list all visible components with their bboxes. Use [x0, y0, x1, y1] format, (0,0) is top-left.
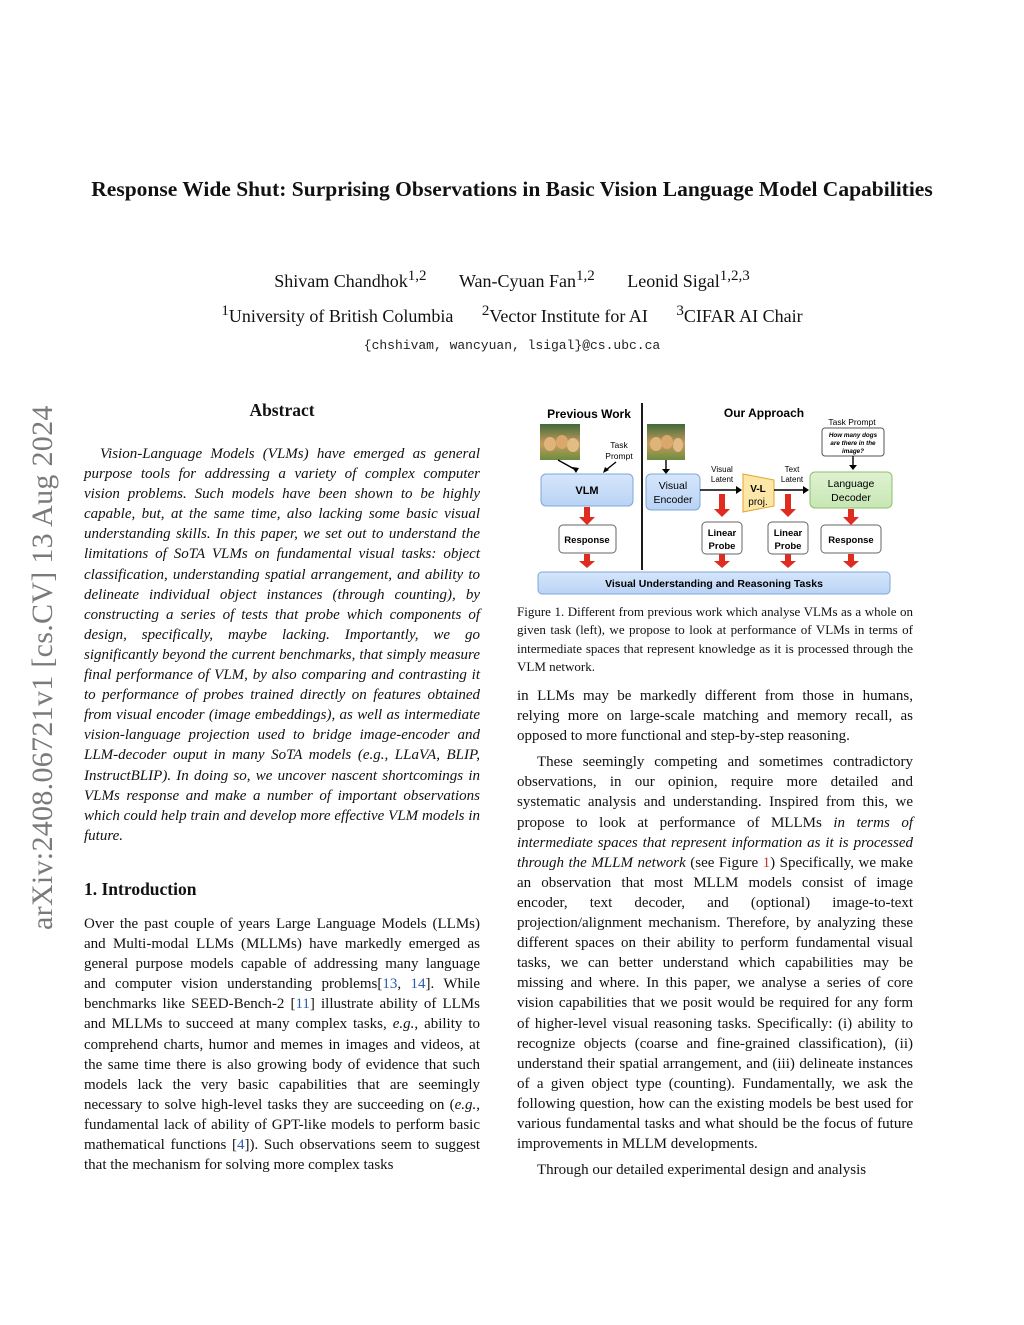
citation-link[interactable]: 4 — [237, 1137, 245, 1154]
author-3: Leonid Sigal$^{1,2,3}$ — [627, 268, 750, 291]
author-1: Shivam Chandhok$^{1,2}$ — [274, 268, 427, 291]
svg-text:Language: Language — [827, 478, 875, 490]
author-email: {chshivam, wancyuan, lsigal}@cs.ubc.ca — [363, 338, 661, 353]
dogs-image-left — [540, 424, 580, 460]
figure-reference-link[interactable]: 1 — [762, 854, 771, 871]
svg-text:Linear: Linear — [773, 528, 803, 539]
svg-text:Latent: Latent — [710, 475, 734, 484]
affiliation-3: $^3$CIFAR AI Chair — [676, 303, 803, 326]
svg-text:Task: Task — [610, 440, 628, 450]
paper-title: Response Wide Shut: Surprising Observations in Basic Vision Language Model Capabilities — [91, 177, 933, 201]
abstract-heading: Abstract — [249, 400, 315, 420]
svg-text:Encoder: Encoder — [653, 494, 693, 506]
response-label-left: Response — [564, 535, 610, 546]
svg-text:Prompt: Prompt — [605, 451, 633, 461]
intro-paragraph: Over the past couple of years Large Language Models (LLMs) and Multi-modal LLMs (MLLMs) have markedly emerged as general purpose models capable of addressing many language and computer vision understanding problems[13, 14]. While benchmarks like SEED-Bench-2 [11] illustrate ability of LLMs and MLLMs to succeed at many complex tasks, e.g., ability to comprehend charts, humor and memes in images and videos, at the same time there is also growing body of evidence that such models lack the very basic capabilities that are seemingly necessary to solve high-level tasks they are succeeding on (e.g., fundamental lack of ability of GPT-like models to perform basic mathematical functions [4]). Such observations seem to suggest that the mechanism for solving more complex tasks — [84, 916, 480, 1174]
citation-link[interactable]: 13 — [382, 976, 398, 993]
paragraph: in LLMs may be markedly different from those in humans, relying more on large-scale matching and memory recall, as opposed to more functional and step-by-step reasoning. — [517, 688, 913, 745]
svg-text:Latent: Latent — [780, 475, 804, 484]
previous-work-label: Previous Work — [547, 407, 631, 421]
citation-link[interactable]: 11 — [295, 996, 310, 1013]
svg-text:V-L: V-L — [750, 484, 766, 495]
svg-text:Probe: Probe — [774, 541, 802, 552]
svg-text:VLM: VLM — [575, 485, 599, 497]
svg-text:How many dogs: How many dogs — [828, 432, 878, 439]
svg-text:Visual: Visual — [711, 465, 733, 474]
svg-text:Visual Understanding and Reaso: Visual Understanding and Reasoning Tasks — [605, 578, 823, 590]
svg-text:are there in the: are there in the — [830, 440, 876, 447]
author-list — [60, 268, 964, 292]
figure-1-diagram — [536, 400, 896, 600]
svg-text:Task Prompt: Task Prompt — [828, 417, 876, 427]
affiliation-1: $^1$University of British Columbia — [221, 303, 454, 326]
arxiv-identifier: arXiv:2408.06721v1 [cs.CV] 13 Aug 2024 — [26, 405, 59, 930]
author-2: Wan-Cyuan Fan$^{1,2}$ — [458, 268, 595, 291]
intro-heading: 1. Introduction — [84, 879, 197, 899]
abstract-text: Vision-Language Models (VLMs) have emerged as general purpose tools for addressing a variety of complex computer vision problems. Such models have been shown to be highly capable, but, at the same time, also lacking some basic visual understanding skills. In this paper, we set out to understand the limitations of SoTA VLMs on fundamental visual tasks: object classification, understanding spatial arrangement, and ability to delineate individual object instances (through counting), by constructing a series of tests that probe which components of design, specifically, maybe lacking. Importantly, we go significantly beyond the current benchmarks, that simply measure final performance of VLM, by also comparing and contrasting it to performance of probes trained directly on features obtained from visual encoder (image embeddings), as well as intermediate vision-language projection used to bridge image-encoder and LLM-decoder ouput in many SoTA models (e.g., LLaVA, BLIP, InstructBLIP). In doing so, we uncover nascent shortcomings in VLMs response and make a number of important observations which could help train and develop more effective VLM models in future. — [84, 446, 480, 844]
svg-text:proj.: proj. — [748, 497, 768, 508]
dogs-image-right — [647, 424, 685, 460]
svg-text:Probe: Probe — [708, 541, 736, 552]
svg-text:image?: image? — [841, 448, 865, 455]
response-label-right: Response — [828, 535, 874, 546]
citation-link[interactable]: 14 — [410, 976, 426, 993]
svg-text:Linear: Linear — [707, 528, 737, 539]
right-column-text — [517, 686, 913, 1186]
affiliation-2: $^2$Vector Institute for AI — [481, 303, 648, 326]
svg-text:Decoder: Decoder — [831, 492, 871, 504]
svg-text:Visual: Visual — [658, 480, 688, 492]
paragraph: Through our detailed experimental design and analysis — [537, 1162, 867, 1179]
our-approach-label: Our Approach — [723, 406, 805, 420]
affiliation-list — [60, 303, 964, 327]
paragraph: These seemingly competing and sometimes contradictory observations, in our opinion, require more detailed and systematic analysis and understanding. Inspired from this, we propose to look at performance of MLLMs in terms of intermediate spaces that represent information as it is processed through the MLLM network (see Figure 1) Specifically, we make an observation that most MLLM models consist of image encoder, text decoder, and (optional) image-to-text projection/alignment mechanism. Therefore, by analyzing these different spaces on their ability to perform fundamental visual tasks, we can better understand which capabilities may be missing and where. In this paper, we analyse a series of core vision capabilities that we posit would be required for any form of higher-level visual reasoning tasks. Specifically: (i) ability to recognize objects (coarse and fine-grained classification), (ii) understand their spatial arrangement, and (iii) delineate instances of a given object type (counting). Fundamentally, we ask the following question, how can the existing models be best used for various fundamental tasks and what should be the focus of future improvements in MLLM developments. — [517, 754, 913, 1153]
svg-text:Text: Text — [784, 465, 800, 474]
figure-caption: Figure 1. Different from previous work which analyse VLMs as a whole on given task (left), we propose to look at performance of VLMs in terms of intermediate spaces that represent knowledge as it is processed through the VLM network. — [517, 604, 913, 674]
